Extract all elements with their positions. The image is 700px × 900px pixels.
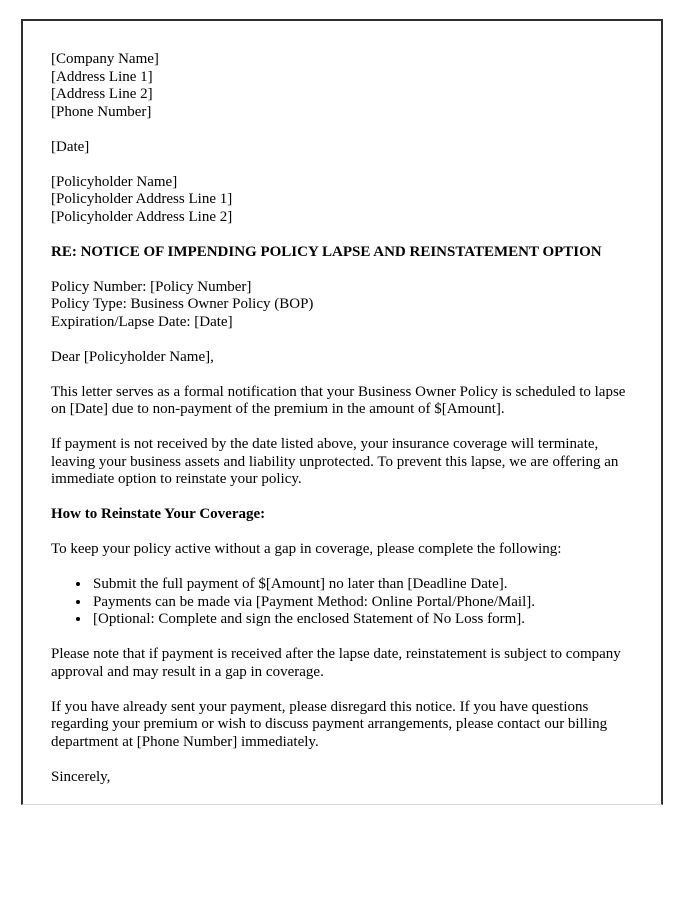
reinstatement-steps-list [51, 576, 631, 629]
recipient-address-line-2: [Policyholder Address Line 2] [51, 208, 233, 225]
recipient-address-line-1: [Policyholder Address Line 1] [51, 191, 233, 207]
expiration-date-line: Expiration/Lapse Date: [Date] [51, 313, 233, 330]
subject-line: RE: NOTICE OF IMPENDING POLICY LAPSE AND REINSTATEMENT OPTION [51, 243, 602, 260]
sender-company: [Company Name] [51, 51, 159, 67]
sender-phone: [Phone Number] [51, 103, 152, 120]
list-item-no-loss-form: • [Optional: Complete and sign the enclosed Statement of No Loss form]. [91, 611, 631, 629]
recipient-name: [Policyholder Name] [51, 173, 178, 190]
letter-page [21, 19, 663, 805]
instructions-intro: To keep your policy active without a gap in coverage, please complete the following: [51, 541, 562, 557]
sender-address-line-2: [Address Line 2] [51, 86, 153, 102]
sender-address-line-1: [Address Line 1] [51, 68, 153, 85]
paragraph-late-payment-note: Please note that if payment is received after the lapse date, reinstatement is subject to company approval and may result in a gap in coverage. [51, 646, 621, 680]
sender-block [51, 51, 631, 121]
paragraph-termination-warning: If payment is not received by the date listed above, your insurance coverage will terminate, leaving your business assets and liability unprotected. To prevent this lapse, we are offering an immediate option to reinstate your policy. [51, 436, 619, 487]
list-item-submit-payment: • Submit the full payment of $[Amount] no later than [Deadline Date]. [91, 576, 631, 594]
policy-details-block [51, 279, 631, 332]
section-heading: How to Reinstate Your Coverage: [51, 506, 266, 522]
paragraph-lapse-notice: This letter serves as a formal notification that your Business Owner Policy is scheduled to lapse on [Date] due to non-payment of the premium in the amount of $[Amount]. [51, 383, 626, 417]
paragraph-already-paid: If you have already sent your payment, please disregard this notice. If you have questions regarding your premium or wish to discuss payment arrangements, please contact our billing department at [Phone Number] immediately. [51, 698, 608, 750]
policy-number-line: Policy Number: [Policy Number] [51, 278, 252, 295]
salutation: Dear [Policyholder Name], [51, 348, 214, 365]
policy-type-line: Policy Type: Business Owner Policy (BOP) [51, 296, 314, 312]
recipient-block [51, 174, 631, 227]
list-item-payment-methods: • Payments can be made via [Payment Method: Online Portal/Phone/Mail]. [91, 594, 631, 612]
closing: Sincerely, [51, 768, 111, 785]
date-line: [Date] [51, 138, 90, 155]
